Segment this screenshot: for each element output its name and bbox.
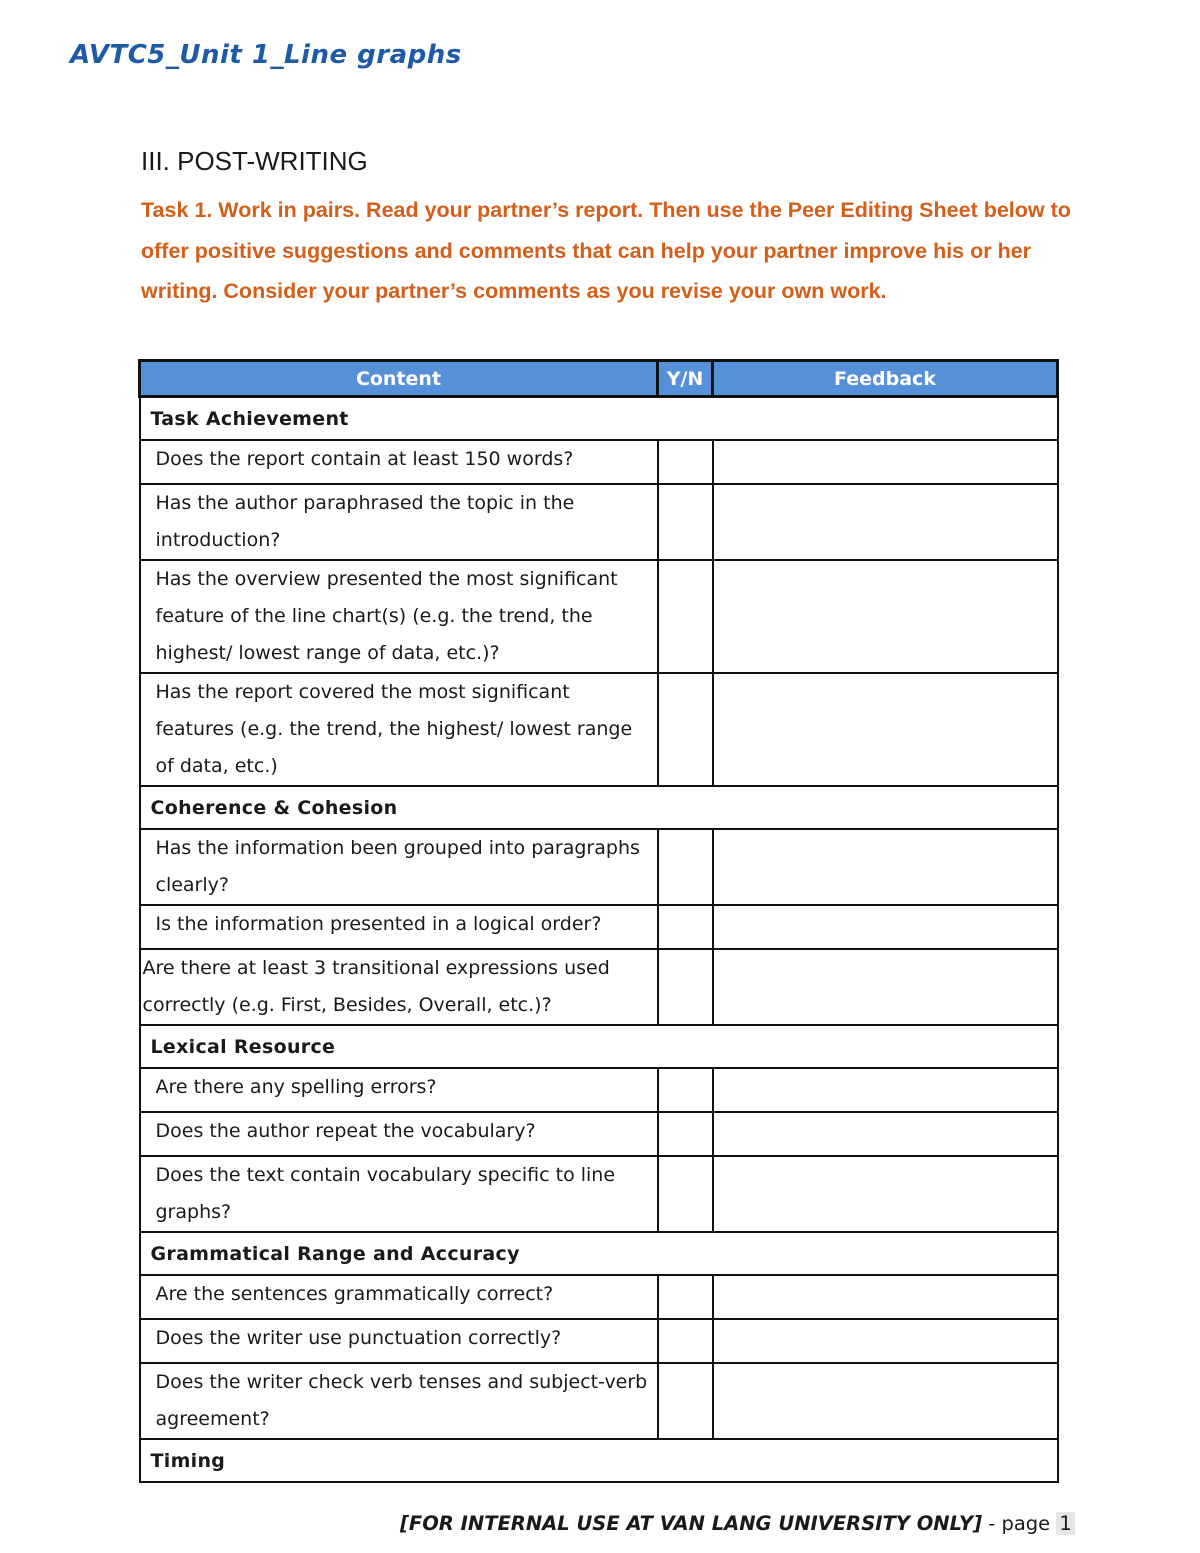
feedback-cell[interactable] <box>713 560 1058 673</box>
header-feedback: Feedback <box>713 361 1058 397</box>
category-grammatical-range: Grammatical Range and Accuracy <box>140 1232 1058 1275</box>
table-row <box>140 1156 1058 1232</box>
question-cell: Has the author paraphrased the topic in the introduction? <box>140 484 658 560</box>
feedback-cell[interactable] <box>713 1319 1058 1363</box>
question-cell: Are there at least 3 transitional expressions used correctly (e.g. First, Besides, Overall, etc.)? <box>140 949 658 1025</box>
feedback-cell[interactable] <box>713 1068 1058 1112</box>
feedback-cell[interactable] <box>713 673 1058 786</box>
table-row <box>140 1363 1058 1439</box>
category-task-achievement: Task Achievement <box>140 397 1058 441</box>
category-timing: Timing <box>140 1439 1058 1482</box>
feedback-cell[interactable] <box>713 440 1058 484</box>
table-row <box>140 1068 1058 1112</box>
question-cell: Has the overview presented the most significant feature of the line chart(s) (e.g. the trend, the highest/ lowest range of data, etc.)? <box>140 560 658 673</box>
table-row <box>140 1319 1058 1363</box>
yn-cell[interactable] <box>658 560 713 673</box>
table-header-row <box>140 361 1058 397</box>
table-row <box>140 484 1058 560</box>
yn-cell[interactable] <box>658 440 713 484</box>
question-cell: Has the information been grouped into paragraphs clearly? <box>140 829 658 905</box>
table-row <box>140 440 1058 484</box>
category-coherence-cohesion: Coherence & Cohesion <box>140 786 1058 829</box>
feedback-cell[interactable] <box>713 1363 1058 1439</box>
feedback-cell[interactable] <box>713 905 1058 949</box>
page-number: 1 <box>1056 1512 1074 1535</box>
question-cell: Does the text contain vocabulary specific to line graphs? <box>140 1156 658 1232</box>
yn-cell[interactable] <box>658 1068 713 1112</box>
feedback-cell[interactable] <box>713 829 1058 905</box>
yn-cell[interactable] <box>658 949 713 1025</box>
feedback-cell[interactable] <box>713 1156 1058 1232</box>
feedback-cell[interactable] <box>713 484 1058 560</box>
page-label: page <box>1001 1512 1051 1535</box>
category-row <box>140 1232 1058 1275</box>
category-row <box>140 397 1058 441</box>
table-row <box>140 949 1058 1025</box>
question-cell: Is the information presented in a logical order? <box>140 905 658 949</box>
category-row <box>140 1025 1058 1068</box>
yn-cell[interactable] <box>658 484 713 560</box>
table-row <box>140 1275 1058 1319</box>
table-row <box>140 905 1058 949</box>
footer-separator: - <box>982 1512 1002 1535</box>
yn-cell[interactable] <box>658 905 713 949</box>
category-row <box>140 786 1058 829</box>
question-cell: Has the report covered the most significant features (e.g. the trend, the highest/ lowest range of data, etc.) <box>140 673 658 786</box>
table-row <box>140 560 1058 673</box>
task-instructions: Task 1. Work in pairs. Read your partner’s report. Then use the Peer Editing Sheet below to offer positive suggestions and comments that can help your partner improve his or her writing. Consider your partner’s comments as you revise your own work. <box>141 198 1071 304</box>
table-row <box>140 1112 1058 1156</box>
feedback-cell[interactable] <box>713 1275 1058 1319</box>
yn-cell[interactable] <box>658 1319 713 1363</box>
section-title: III. POST-WRITING <box>141 146 368 176</box>
question-cell: Does the writer check verb tenses and subject-verb agreement? <box>140 1363 658 1439</box>
question-cell: Does the author repeat the vocabulary? <box>140 1112 658 1156</box>
page-footer <box>400 1512 1075 1535</box>
feedback-cell[interactable] <box>713 949 1058 1025</box>
yn-cell[interactable] <box>658 1363 713 1439</box>
yn-cell[interactable] <box>658 1275 713 1319</box>
internal-use-notice: [FOR INTERNAL USE AT VAN LANG UNIVERSITY ONLY] <box>400 1512 983 1535</box>
document-header-title: AVTC5_Unit 1_Line graphs <box>70 40 462 70</box>
category-row <box>140 1439 1058 1482</box>
question-cell: Does the writer use punctuation correctly? <box>140 1319 658 1363</box>
peer-editing-sheet <box>138 359 1059 1483</box>
question-cell: Are the sentences grammatically correct? <box>140 1275 658 1319</box>
header-content: Content <box>140 361 658 397</box>
yn-cell[interactable] <box>658 1112 713 1156</box>
table-row <box>140 673 1058 786</box>
yn-cell[interactable] <box>658 829 713 905</box>
feedback-cell[interactable] <box>713 1112 1058 1156</box>
question-cell: Does the report contain at least 150 words? <box>140 440 658 484</box>
category-lexical-resource: Lexical Resource <box>140 1025 1058 1068</box>
yn-cell[interactable] <box>658 673 713 786</box>
yn-cell[interactable] <box>658 1156 713 1232</box>
question-cell: Are there any spelling errors? <box>140 1068 658 1112</box>
header-yn: Y/N <box>658 361 713 397</box>
table-row <box>140 829 1058 905</box>
